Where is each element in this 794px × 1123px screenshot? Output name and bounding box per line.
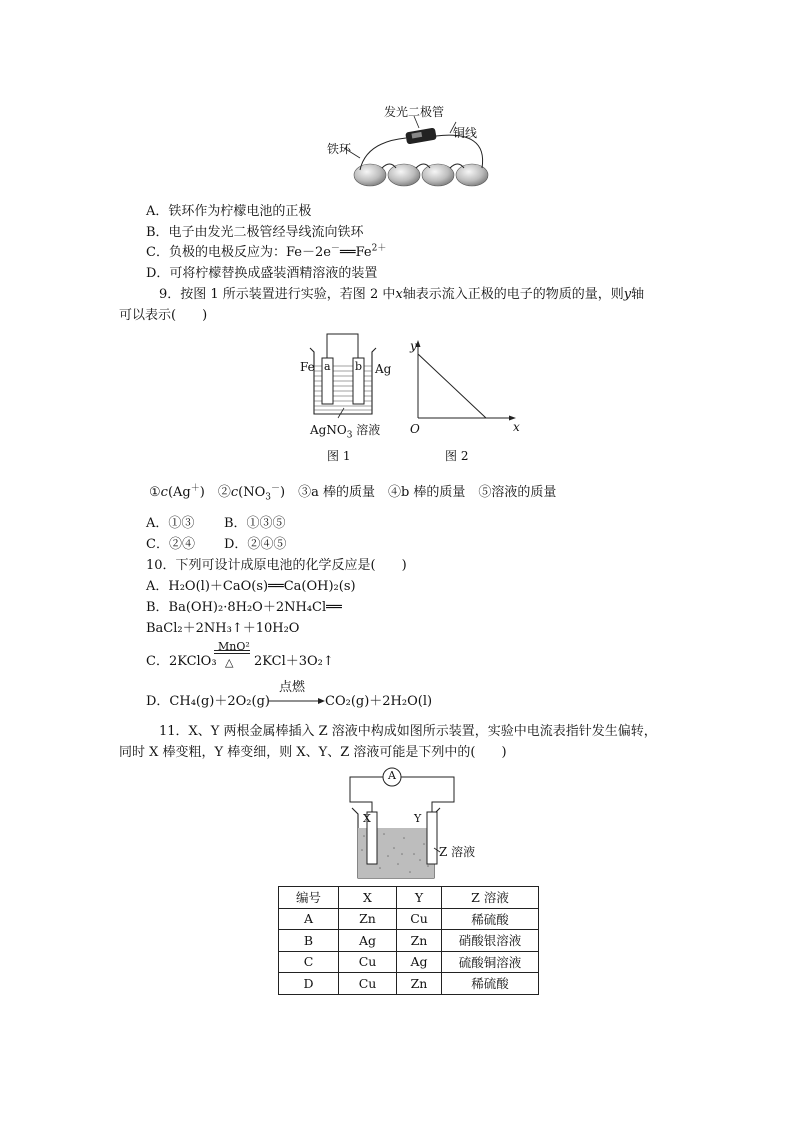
lemon-1: [354, 164, 386, 186]
rod-y-label: Y: [414, 812, 422, 825]
table-cell: Zn: [397, 930, 442, 952]
table-cell: Ag: [397, 951, 442, 973]
q8-option-b: B．电子由发光二极管经导线流向铁环: [146, 225, 364, 240]
q10-option-c-heat: △: [225, 656, 234, 669]
ammeter-label: A: [388, 769, 396, 782]
q8-option-c: C．负极的电极反应为：$Fe-2e^-══Fe^{2+}$: [146, 243, 387, 260]
fig2-caption: 图 2: [445, 449, 469, 463]
q11-stem-line2: 同时 X 棒变粗，Y 棒变细，则 X、Y、Z 溶液可能是下列中的( ): [119, 745, 507, 760]
table-header-cell: X: [339, 887, 397, 909]
q9-option-d: D．②④⑤: [224, 537, 287, 552]
table-cell: C: [279, 951, 339, 973]
iron-label: 铁环: [327, 142, 352, 156]
led-icon: [405, 127, 437, 144]
q9-option-b: B．①③⑤: [224, 516, 286, 531]
q9-fig2-graph: [400, 336, 530, 436]
q10-option-b-line1: B．Ba(OH)₂·8H₂O＋2NH₄Cl══: [146, 600, 342, 615]
copper-label: 铜线: [453, 126, 478, 140]
led-label: 发光二极管: [384, 105, 445, 119]
q10-option-d-reactant: D．CH₄(g)＋2O₂(g): [146, 694, 270, 709]
q9-items: ①c(Ag＋) $②c(NO_3^-)$ ③a 棒的质量 ④b 棒的质量 ⑤溶液的质量: [149, 483, 557, 503]
q8-option-a: A．铁环作为柠檬电池的正极: [146, 204, 312, 219]
table-row: [279, 951, 539, 973]
q8-option-d: D．可将柠檬替换成盛装酒精溶液的装置: [146, 266, 378, 281]
rod-y: [427, 812, 437, 864]
q10-option-c-product: 2KCl＋3O₂↑: [254, 654, 334, 669]
table-cell: Zn: [397, 973, 442, 995]
q11-answer-table: [278, 886, 539, 995]
solution-label: Z 溶液: [439, 845, 476, 859]
table-cell: 稀硫酸: [442, 908, 539, 930]
table-row: [279, 908, 539, 930]
graph-line: [418, 354, 486, 418]
table-cell: Cu: [397, 908, 442, 930]
q10-option-c-reactant: C．2KClO₃: [146, 654, 217, 669]
table-row: [279, 973, 539, 995]
table-cell: 硫酸铜溶液: [442, 951, 539, 973]
fig1-ag-label: Ag: [375, 362, 392, 376]
fig1-solution-label: AgNO$_3$ 溶液: [310, 423, 381, 441]
q9-option-a: A．①③: [146, 516, 195, 531]
table-header-cell: Z 溶液: [442, 887, 539, 909]
table-cell: A: [279, 908, 339, 930]
table-header-row: [279, 887, 539, 909]
q11-stem-line1: 11．X、Y 两根金属棒插入 Z 溶液中构成如图所示装置，实验中电流表指针发生偏转，: [159, 724, 657, 739]
table-cell: D: [279, 973, 339, 995]
table-cell: Zn: [339, 908, 397, 930]
fig2-origin-label: O: [410, 422, 420, 436]
circuit-wire: [350, 777, 454, 812]
q10-option-a: A．H₂O(l)＋CaO(s)══Ca(OH)₂(s): [146, 579, 356, 594]
fig2-x-label: x: [513, 420, 520, 434]
table-cell: 稀硫酸: [442, 973, 539, 995]
table-header-cell: 编号: [279, 887, 339, 909]
table-cell: Cu: [339, 973, 397, 995]
q10-option-d-arrow-icon: [268, 697, 326, 705]
q9-stem-line1: 9．按图 1 所示装置进行实验，若图 2 中x轴表示流入正极的电子的物质的量，则y轴: [159, 287, 645, 302]
q10-option-d-product: CO₂(g)＋2H₂O(l): [325, 694, 433, 709]
lemon-2: [388, 164, 420, 186]
table-cell: B: [279, 930, 339, 952]
table-cell: Ag: [339, 930, 397, 952]
fig1-caption: 图 1: [327, 449, 351, 463]
q10-option-b-line2: BaCl₂＋2NH₃↑＋10H₂O: [146, 621, 300, 636]
copper-wire: [436, 135, 483, 168]
table-header-cell: Y: [397, 887, 442, 909]
wire: [327, 334, 358, 358]
lemon-4: [456, 164, 488, 186]
q9-stem-line2: 可以表示( ): [119, 308, 208, 323]
table-cell: Cu: [339, 951, 397, 973]
fig1-rod-a-label: a: [324, 360, 331, 373]
lemon-3: [422, 164, 454, 186]
fig1-fe-label: Fe: [300, 360, 315, 374]
q10-option-d-condition: 点燃: [279, 680, 306, 695]
table-row: [279, 930, 539, 952]
fig2-y-label: y: [410, 339, 417, 353]
rod-x-label: X: [363, 812, 371, 825]
q9-option-c: C．②④: [146, 537, 195, 552]
q10-stem: 10．下列可设计成原电池的化学反应是( ): [146, 558, 407, 573]
q10-option-c-catalyst: MnO²: [218, 640, 250, 653]
table-cell: 硝酸银溶液: [442, 930, 539, 952]
fig1-rod-b-label: b: [355, 360, 363, 373]
